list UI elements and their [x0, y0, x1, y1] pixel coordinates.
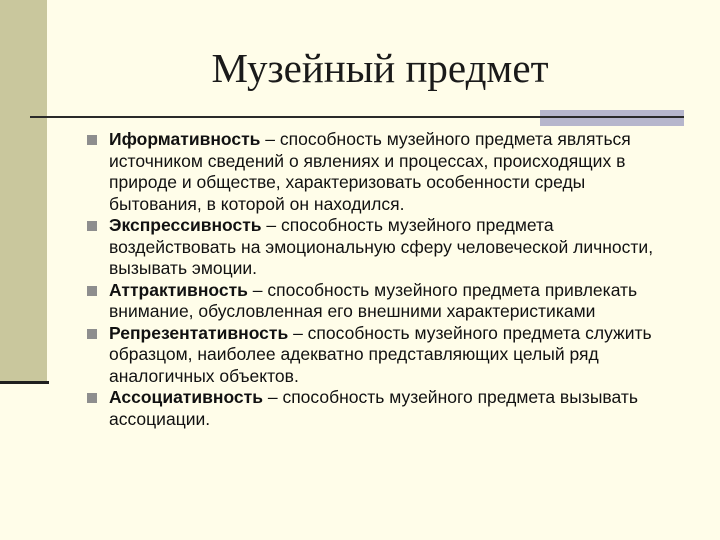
- square-bullet-icon: [87, 221, 97, 231]
- list-item-attractiveness: [87, 280, 677, 323]
- item-term: Репрезентативность: [109, 322, 289, 343]
- item-term: Ассоциативность: [109, 387, 263, 407]
- square-bullet-icon: [87, 329, 97, 339]
- list-item-associativeness: [87, 387, 677, 430]
- item-term: Иформативность: [109, 129, 261, 149]
- square-bullet-icon: [87, 286, 97, 296]
- item-definition: – способность музейного предмета воздействовать на эмоциональную сферу человеческой личности, вызывать эмоции.: [109, 215, 654, 278]
- title-rule-accent-bottom: [540, 118, 684, 126]
- item-definition: – способность музейного предмета вызывать ассоциации.: [109, 387, 638, 429]
- bullet-list: [87, 129, 677, 430]
- left-band-divider: [0, 381, 49, 384]
- list-item-expressiveness: [87, 215, 677, 280]
- list-item-representativeness: [87, 323, 677, 388]
- square-bullet-icon: [87, 393, 97, 403]
- item-definition: – способность музейного предмета служить образцом, наиболее адекватно представляющих целый ряд аналогичных объектов.: [109, 322, 652, 386]
- left-decorative-band: [0, 0, 47, 383]
- list-item-informativeness: [87, 129, 677, 215]
- item-term: Экспрессивность: [109, 215, 262, 235]
- item-definition: – способность музейного предмета являться источником сведений о явлениях и процессах, происходящих в природе и обществе, характеризовать особенности среды бытования, в которой он находился.: [109, 129, 631, 214]
- slide-title: Музейный предмет: [211, 45, 549, 91]
- square-bullet-icon: [87, 135, 97, 145]
- item-term: Аттрактивность: [109, 279, 248, 300]
- item-definition: – способность музейного предмета привлекать внимание, обусловленная его внешними характеристиками: [109, 279, 638, 321]
